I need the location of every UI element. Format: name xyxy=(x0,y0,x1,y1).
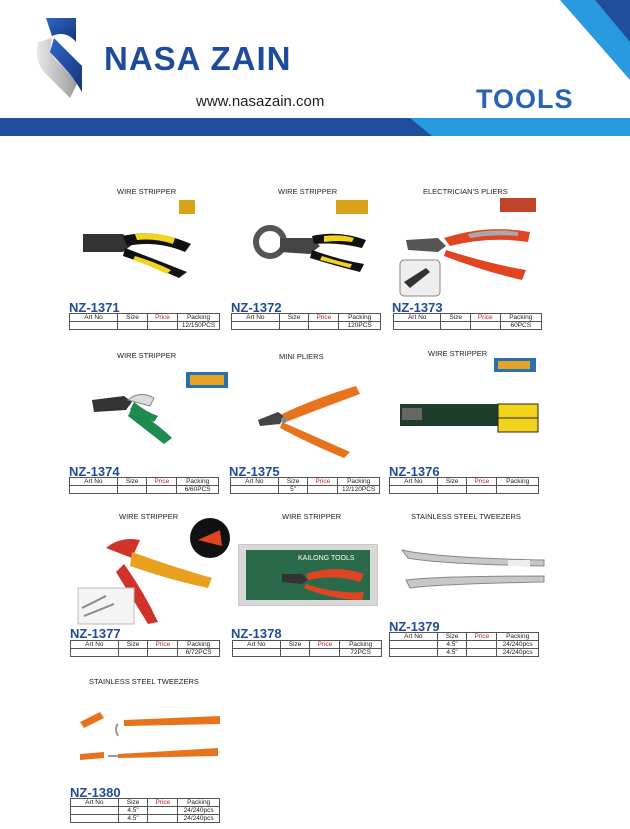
product-code: NZ-1371 xyxy=(69,300,120,315)
table-row xyxy=(394,322,542,330)
packing-header: Packing xyxy=(497,633,539,641)
product-code: NZ-1372 xyxy=(231,300,282,315)
product-title: WIRE STRIPPER xyxy=(117,351,177,360)
price-cell xyxy=(148,807,178,815)
spec-table xyxy=(393,313,542,330)
price-cell xyxy=(470,322,500,330)
size-header: Size xyxy=(437,633,467,641)
size-header: Size xyxy=(117,478,147,486)
product-code: NZ-1376 xyxy=(389,464,440,479)
product-title: WIRE STRIPPER xyxy=(282,512,342,521)
product-image xyxy=(78,708,224,778)
art-no-header: Art No xyxy=(394,314,441,322)
product-title: WIRE STRIPPER xyxy=(117,187,177,196)
price-header: Price xyxy=(309,314,339,322)
art-no-cell xyxy=(232,322,280,330)
size-header: Size xyxy=(279,314,309,322)
art-no-header: Art No xyxy=(71,641,119,649)
art-no-header: Art No xyxy=(390,633,438,641)
size-cell xyxy=(437,486,467,494)
packing-cell: 24/240pcs xyxy=(497,649,539,657)
art-no-header: Art No xyxy=(233,641,281,649)
packing-header: Packing xyxy=(338,478,380,486)
spec-header-row xyxy=(394,314,542,322)
page-header xyxy=(0,0,630,140)
product-image xyxy=(74,518,232,626)
price-header: Price xyxy=(467,633,497,641)
spec-header-row xyxy=(71,799,220,807)
size-header: Size xyxy=(437,478,467,486)
art-no-cell xyxy=(390,641,438,649)
price-cell xyxy=(148,815,178,823)
price-cell xyxy=(467,641,497,649)
product-code: NZ-1374 xyxy=(69,464,120,479)
art-no-cell xyxy=(390,486,438,494)
product-image xyxy=(398,198,538,298)
spec-table xyxy=(70,640,220,657)
spec-header-row xyxy=(390,633,539,641)
art-no-cell xyxy=(71,807,119,815)
packing-cell: 12/150PCS xyxy=(178,322,220,330)
art-no-header: Art No xyxy=(390,478,438,486)
spec-table xyxy=(389,632,539,657)
price-header: Price xyxy=(308,478,338,486)
packing-header: Packing xyxy=(340,641,382,649)
product-code: NZ-1373 xyxy=(392,300,443,315)
spec-header-row xyxy=(233,641,382,649)
product-image xyxy=(75,198,195,290)
table-row xyxy=(390,486,539,494)
packing-cell: 12/120PCS xyxy=(338,486,380,494)
website-url[interactable]: www.nasazain.com xyxy=(196,93,325,110)
spec-header-row xyxy=(70,478,219,486)
size-cell xyxy=(441,322,471,330)
product-title: ELECTRICIAN'S PLIERS xyxy=(423,187,508,196)
packing-header: Packing xyxy=(178,314,220,322)
price-header: Price xyxy=(470,314,500,322)
price-cell xyxy=(467,649,497,657)
spec-table xyxy=(389,477,539,494)
price-cell xyxy=(310,649,340,657)
product-image xyxy=(398,358,540,456)
packing-header: Packing xyxy=(497,478,539,486)
product-image xyxy=(252,380,362,458)
art-no-header: Art No xyxy=(71,799,119,807)
packing-cell: 24/240pcs xyxy=(178,807,220,815)
price-cell xyxy=(148,322,178,330)
size-header: Size xyxy=(118,314,148,322)
packing-header: Packing xyxy=(178,799,220,807)
size-header: Size xyxy=(118,799,148,807)
product-image xyxy=(238,544,378,606)
price-cell xyxy=(467,486,497,494)
size-cell: 4.5" xyxy=(118,815,148,823)
table-row xyxy=(70,322,220,330)
size-cell: 4.5" xyxy=(437,649,467,657)
product-image xyxy=(88,372,230,452)
spec-header-row xyxy=(390,478,539,486)
art-no-cell xyxy=(71,649,119,657)
art-no-cell xyxy=(233,649,281,657)
art-no-header: Art No xyxy=(70,478,118,486)
art-no-cell xyxy=(71,815,119,823)
spec-header-row xyxy=(71,641,220,649)
price-cell xyxy=(309,322,339,330)
product-image xyxy=(250,198,368,290)
packing-header: Packing xyxy=(178,641,220,649)
spec-header-row xyxy=(231,478,380,486)
table-row xyxy=(390,649,539,657)
art-no-cell xyxy=(70,486,118,494)
table-row xyxy=(390,641,539,649)
product-title: MINI PLIERS xyxy=(279,352,324,361)
price-header: Price xyxy=(148,641,178,649)
art-no-cell xyxy=(70,322,118,330)
price-header: Price xyxy=(467,478,497,486)
packing-cell: 120PCS xyxy=(339,322,381,330)
table-row xyxy=(231,486,380,494)
art-no-cell xyxy=(231,486,279,494)
price-cell xyxy=(147,486,177,494)
product-title: STAINLESS STEEL TWEEZERS xyxy=(89,677,199,686)
packing-cell: 72PCS xyxy=(340,649,382,657)
spec-table xyxy=(231,313,381,330)
art-no-header: Art No xyxy=(232,314,280,322)
spec-table xyxy=(232,640,382,657)
spec-table xyxy=(70,798,220,823)
section-title: TOOLS xyxy=(476,84,574,114)
packing-cell: 24/240pcs xyxy=(178,815,220,823)
product-code: NZ-1375 xyxy=(229,464,280,479)
table-row xyxy=(71,815,220,823)
packing-cell: 60PCS xyxy=(500,322,541,330)
spec-header-row xyxy=(232,314,381,322)
packing-header: Packing xyxy=(339,314,381,322)
art-no-header: Art No xyxy=(70,314,118,322)
packing-cell: 24/240pcs xyxy=(497,641,539,649)
table-row xyxy=(233,649,382,657)
product-title: STAINLESS STEEL TWEEZERS xyxy=(411,512,521,521)
size-cell xyxy=(118,322,148,330)
product-image xyxy=(398,540,548,600)
product-title: WIRE STRIPPER xyxy=(119,512,179,521)
spec-table xyxy=(69,477,219,494)
product-code: NZ-1379 xyxy=(389,619,440,634)
header-band xyxy=(0,118,630,136)
size-cell: 4.5" xyxy=(118,807,148,815)
spec-table xyxy=(230,477,380,494)
packing-cell: 6/72PCS xyxy=(178,649,220,657)
spec-table xyxy=(69,313,220,330)
packing-header: Packing xyxy=(177,478,219,486)
price-cell xyxy=(148,649,178,657)
size-header: Size xyxy=(280,641,310,649)
size-cell xyxy=(118,649,148,657)
product-title: WIRE STRIPPER xyxy=(428,349,488,358)
table-row xyxy=(71,649,220,657)
table-row xyxy=(232,322,381,330)
svg-text:KAILONG TOOLS: KAILONG TOOLS xyxy=(298,555,355,562)
size-header: Size xyxy=(278,478,308,486)
size-cell: 5" xyxy=(278,486,308,494)
product-code: NZ-1378 xyxy=(231,626,282,641)
price-cell xyxy=(308,486,338,494)
art-no-cell xyxy=(394,322,441,330)
table-row xyxy=(70,486,219,494)
header-corner-graphic xyxy=(540,0,630,80)
art-no-cell xyxy=(390,649,438,657)
price-header: Price xyxy=(310,641,340,649)
spec-header-row xyxy=(70,314,220,322)
product-code: NZ-1380 xyxy=(70,785,121,800)
size-cell xyxy=(117,486,147,494)
packing-cell xyxy=(497,486,539,494)
size-header: Size xyxy=(441,314,471,322)
nasa-zain-logo-icon xyxy=(30,12,92,104)
art-no-header: Art No xyxy=(231,478,279,486)
packing-header: Packing xyxy=(500,314,541,322)
size-header: Size xyxy=(118,641,148,649)
product-code: NZ-1377 xyxy=(70,626,121,641)
packing-cell: 6/60PCS xyxy=(177,486,219,494)
size-cell: 4.5" xyxy=(437,641,467,649)
size-cell xyxy=(280,649,310,657)
price-header: Price xyxy=(147,478,177,486)
brand-name: NASA ZAIN xyxy=(104,40,292,77)
table-row xyxy=(71,807,220,815)
price-header: Price xyxy=(148,314,178,322)
price-header: Price xyxy=(148,799,178,807)
product-title: WIRE STRIPPER xyxy=(278,187,338,196)
size-cell xyxy=(279,322,309,330)
